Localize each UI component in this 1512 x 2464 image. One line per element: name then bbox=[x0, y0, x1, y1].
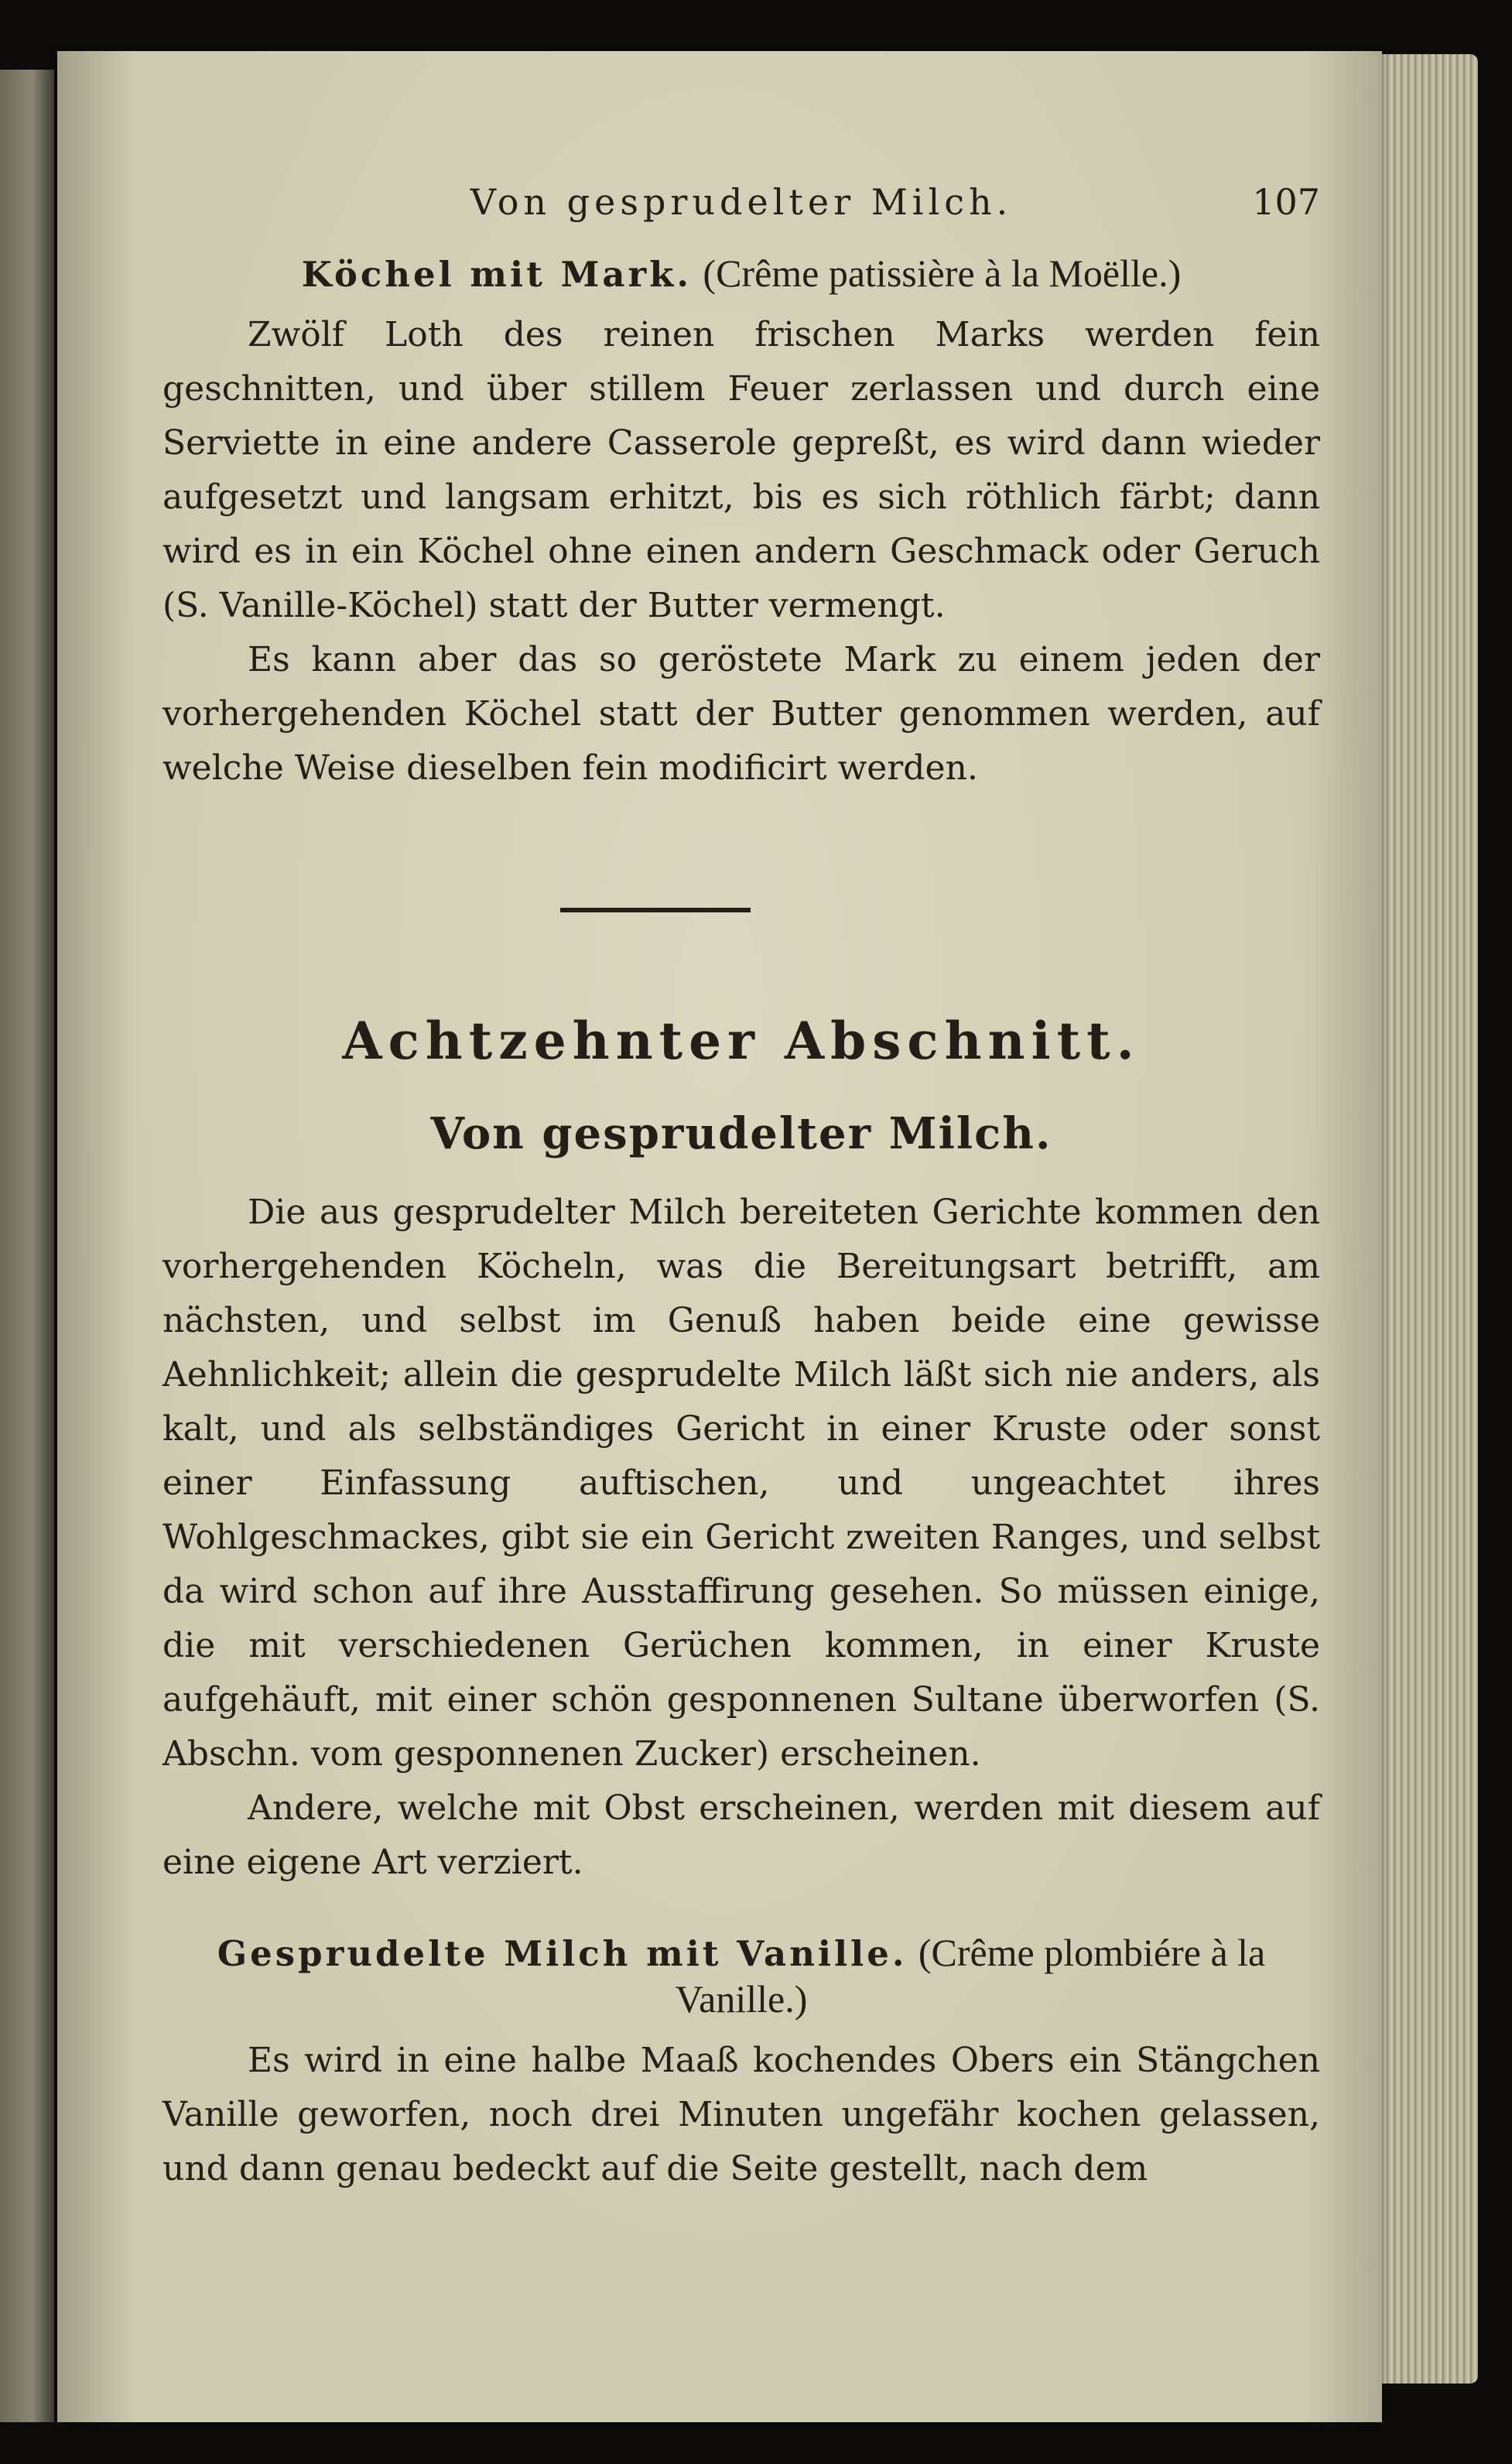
section-title: Achtzehnter Abschnitt. bbox=[342, 1011, 1141, 1071]
recipe-paragraph: Zwölf Loth des reinen frischen Marks werden fein geschnitten, und über stillem Feuer zerlassen und durch eine Serviette in eine andere Casserole gepreßt, es wird dann wieder aufgesetzt und langsam erhitzt, bis es sich röthlich färbt; dann wird es in ein Köchel ohne einen andern Geschmack oder Geruch (S. Vanille-Köchel) statt der Butter vermengt. bbox=[162, 315, 1320, 625]
recipe-koechel-mit-mark bbox=[162, 251, 1320, 796]
section-subtitle: Von gesprudelter Milch. bbox=[430, 1108, 1052, 1159]
recipe-heading bbox=[162, 251, 1320, 297]
section-paragraph: Die aus gesprudelter Milch bereiteten Gerichte kommen den vorhergehenden Köcheln, was die Bereitungsart betrifft, am nächsten, und selbst im Genuß haben beide eine gewisse Aehnlichkeit; allein die gesprudelte Milch läßt sich nie anders, als kalt, und als selbständiges Gericht in einer Kruste oder sonst einer Einfassung auftischen, und ungeachtet ihres Wohlgeschmackes, gibt sie ein Gericht zweiten Ranges, und selbst da wird schon auf ihre Ausstaffirung gesehen. So müssen einige, die mit verschiedenen Gerüchen kommen, in einer Kruste aufgehäuft, mit einer schön gesponnenen Sultane überworfen (S. Abschn. vom gesponnenen Zucker) erscheinen. bbox=[162, 1193, 1320, 1774]
facing-page-edge bbox=[0, 70, 54, 2422]
recipe-title-german: Gesprudelte Milch mit Vanille. bbox=[217, 1933, 908, 1974]
recipe-paragraph: Es wird in eine halbe Maaß kochendes Obers ein Stängchen Vanille geworfen, noch drei Minuten ungefähr kochen gelassen, und dann genau bedeckt auf die Seite gestellt, nach dem bbox=[162, 2041, 1320, 2189]
recipe-title-german: Köchel mit Mark. bbox=[301, 254, 693, 295]
page-number: 107 bbox=[1252, 181, 1320, 223]
recipe-milch-mit-vanille bbox=[162, 1930, 1320, 2196]
running-head bbox=[162, 181, 1320, 228]
recipe-title-french: (Crême patissière à la Moëlle.) bbox=[703, 252, 1182, 295]
section-divider bbox=[560, 908, 751, 912]
section-body bbox=[162, 1186, 1320, 1890]
recipe-title-french: (Crême plombiére à la Vanille.) bbox=[675, 1931, 1266, 2021]
recipe-heading bbox=[162, 1930, 1320, 2023]
section-paragraph: Andere, welche mit Obst erscheinen, werden mit diesem auf eine eigene Art verziert. bbox=[162, 1788, 1320, 1882]
book-page bbox=[57, 51, 1382, 2422]
running-title: Von gesprudelter Milch. bbox=[470, 181, 1013, 223]
recipe-paragraph: Es kann aber das so geröstete Mark zu einem jeden der vorhergehenden Köchel statt der Butter genommen werden, auf welche Weise dieselben fein modificirt werden. bbox=[162, 640, 1320, 788]
